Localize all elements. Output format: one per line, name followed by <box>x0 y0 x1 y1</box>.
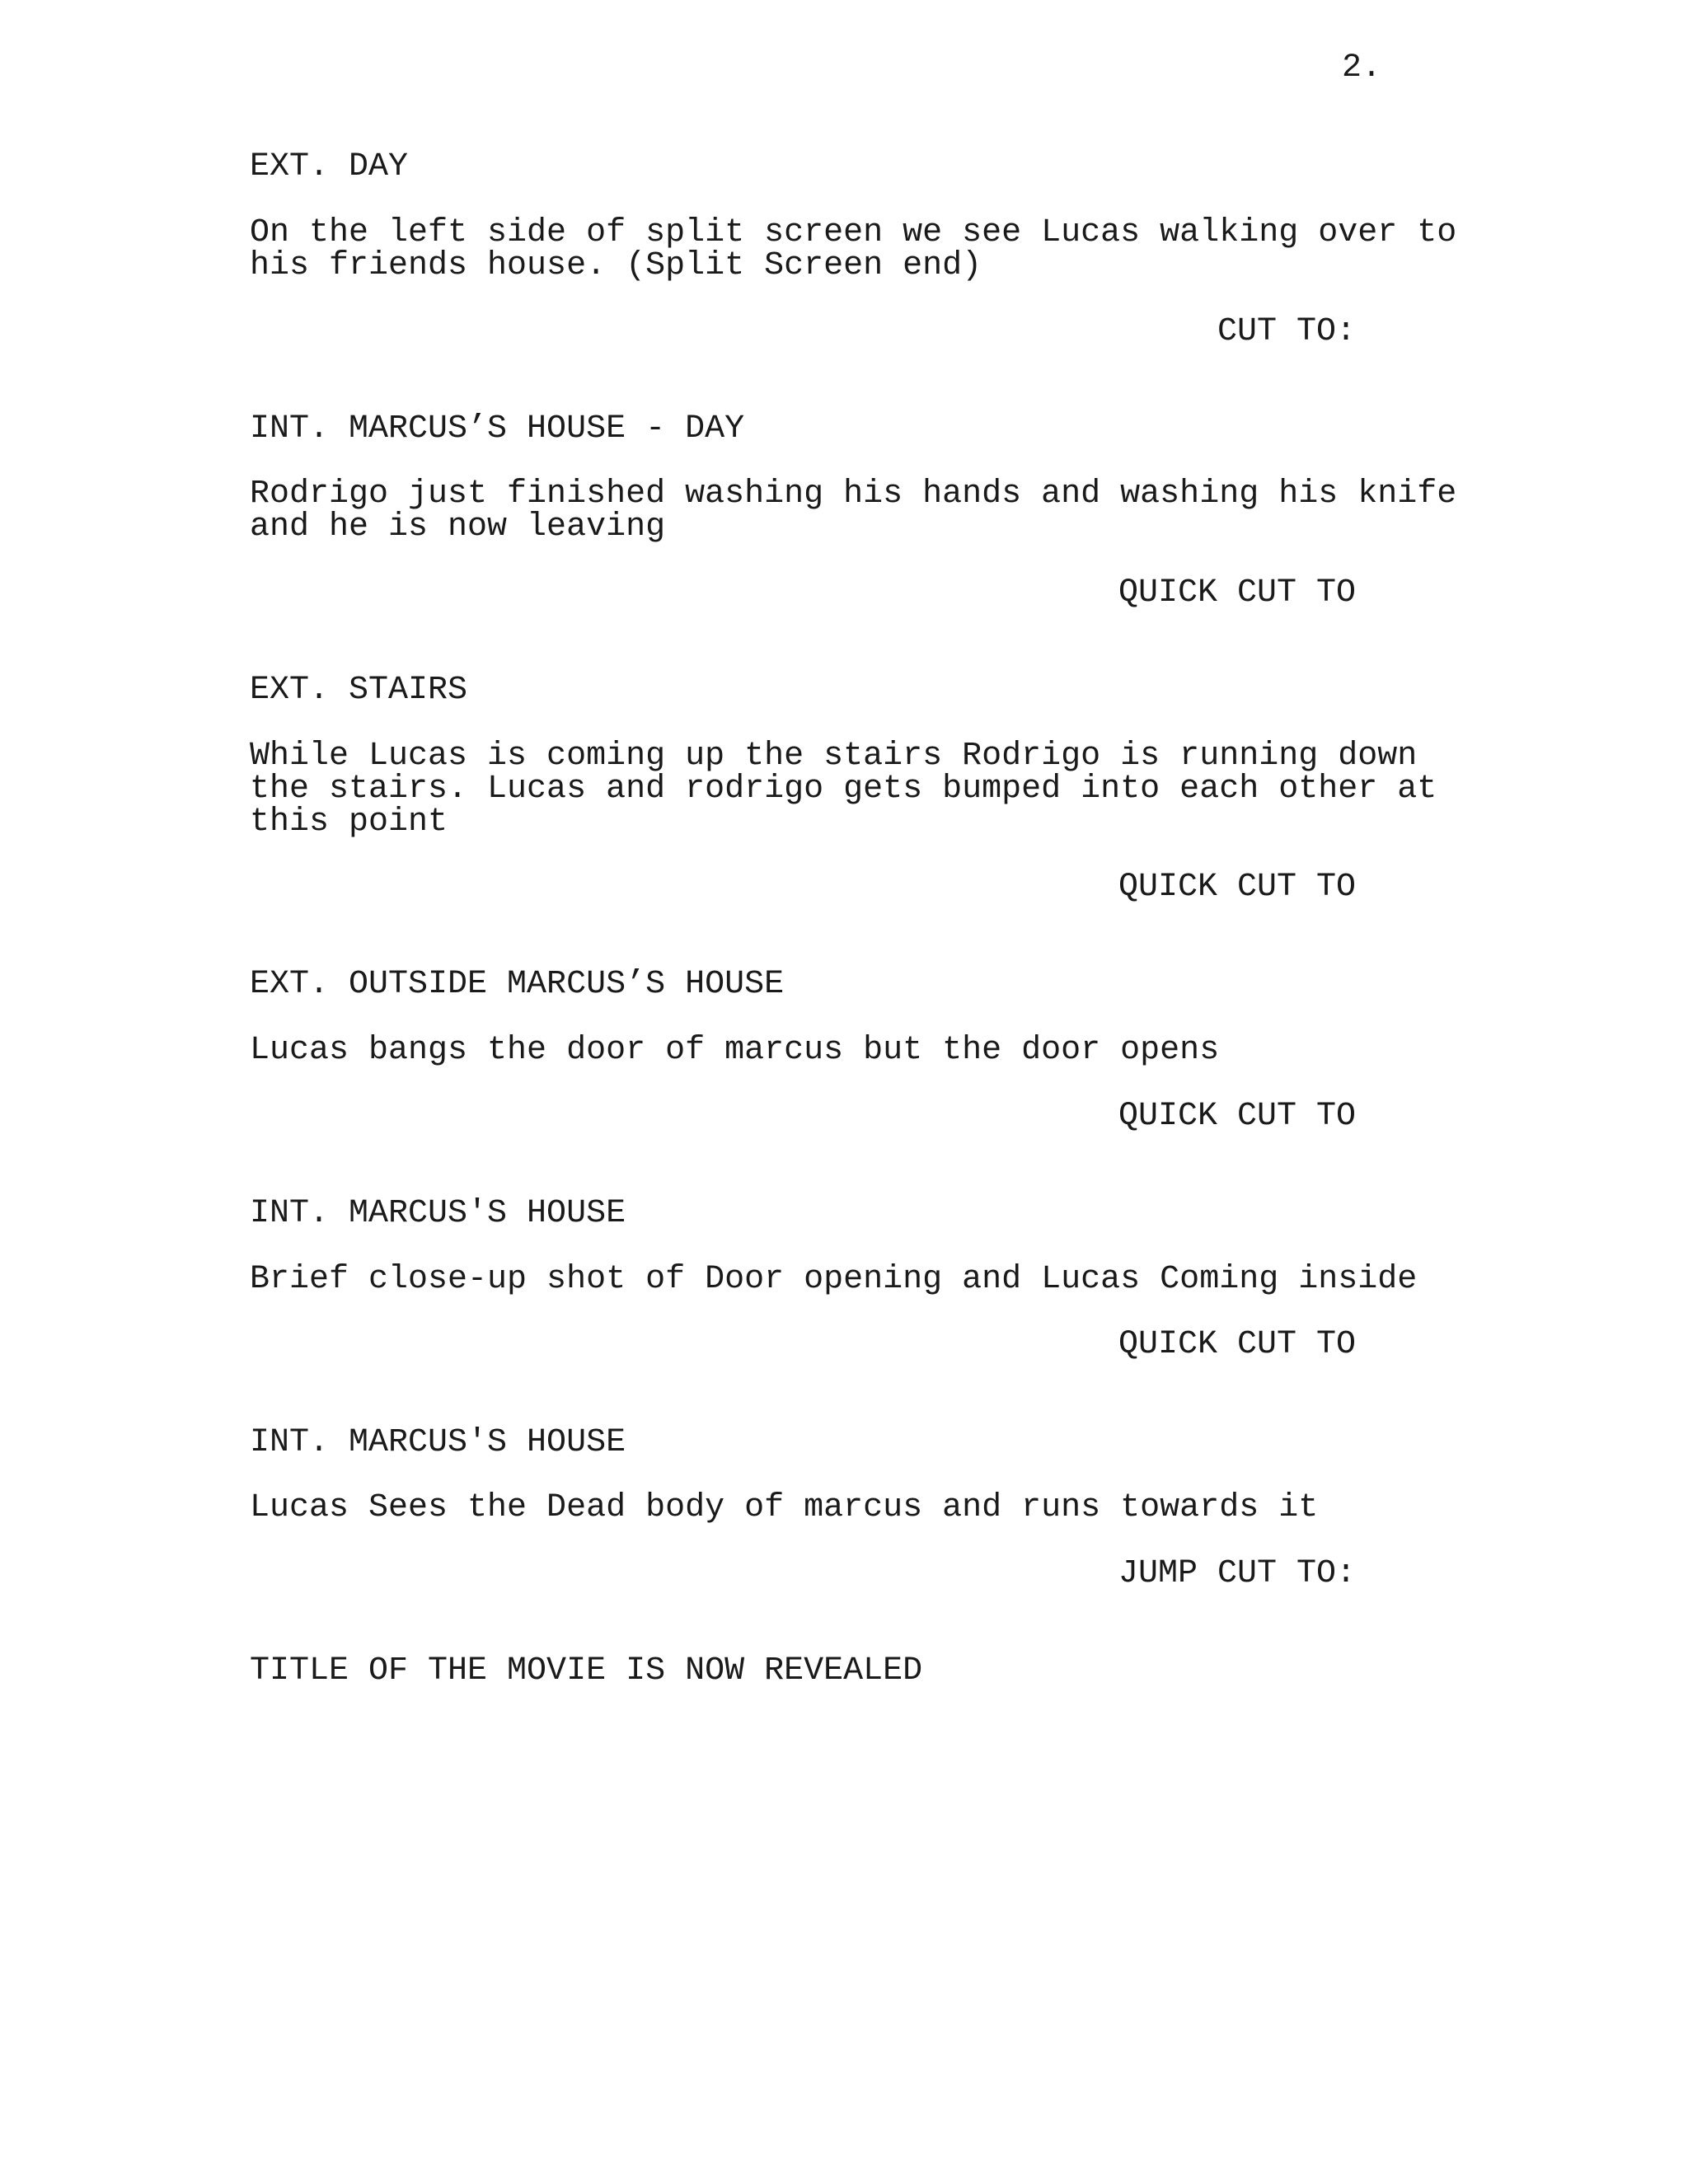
scene-heading: EXT. DAY <box>250 148 409 185</box>
transition: CUT TO: <box>1217 313 1356 350</box>
scene-heading: INT. MARCUS'S HOUSE <box>250 1195 626 1232</box>
closing-line: TITLE OF THE MOVIE IS NOW REVEALED <box>250 1652 923 1690</box>
action-line: and he is now leaving <box>250 509 666 546</box>
action-line: Lucas Sees the Dead body of marcus and runs towards it <box>250 1489 1319 1526</box>
transition: QUICK CUT TO <box>1118 1098 1356 1135</box>
action-line: Rodrigo just finished washing his hands and washing his knife <box>250 476 1457 513</box>
action-line: the stairs. Lucas and rodrigo gets bumped into each other at <box>250 771 1437 808</box>
scene-heading: INT. MARCUS’S HOUSE - DAY <box>250 410 745 448</box>
action-line: his friends house. (Split Screen end) <box>250 247 982 284</box>
action-line: this point <box>250 804 448 841</box>
scene-heading: EXT. OUTSIDE MARCUS’S HOUSE <box>250 966 785 1003</box>
transition: JUMP CUT TO: <box>1118 1555 1356 1592</box>
action-line: On the left side of split screen we see Lucas walking over to <box>250 214 1457 251</box>
page-number: 2. <box>1341 49 1381 87</box>
action-line: Lucas bangs the door of marcus but the door opens <box>250 1032 1220 1069</box>
transition: QUICK CUT TO <box>1118 869 1356 906</box>
transition: QUICK CUT TO <box>1118 1326 1356 1363</box>
transition: QUICK CUT TO <box>1118 574 1356 612</box>
action-line: Brief close-up shot of Door opening and Lucas Coming inside <box>250 1261 1418 1298</box>
scene-heading: INT. MARCUS'S HOUSE <box>250 1424 626 1461</box>
scene-heading: EXT. STAIRS <box>250 672 468 709</box>
action-line: While Lucas is coming up the stairs Rodrigo is running down <box>250 738 1418 775</box>
